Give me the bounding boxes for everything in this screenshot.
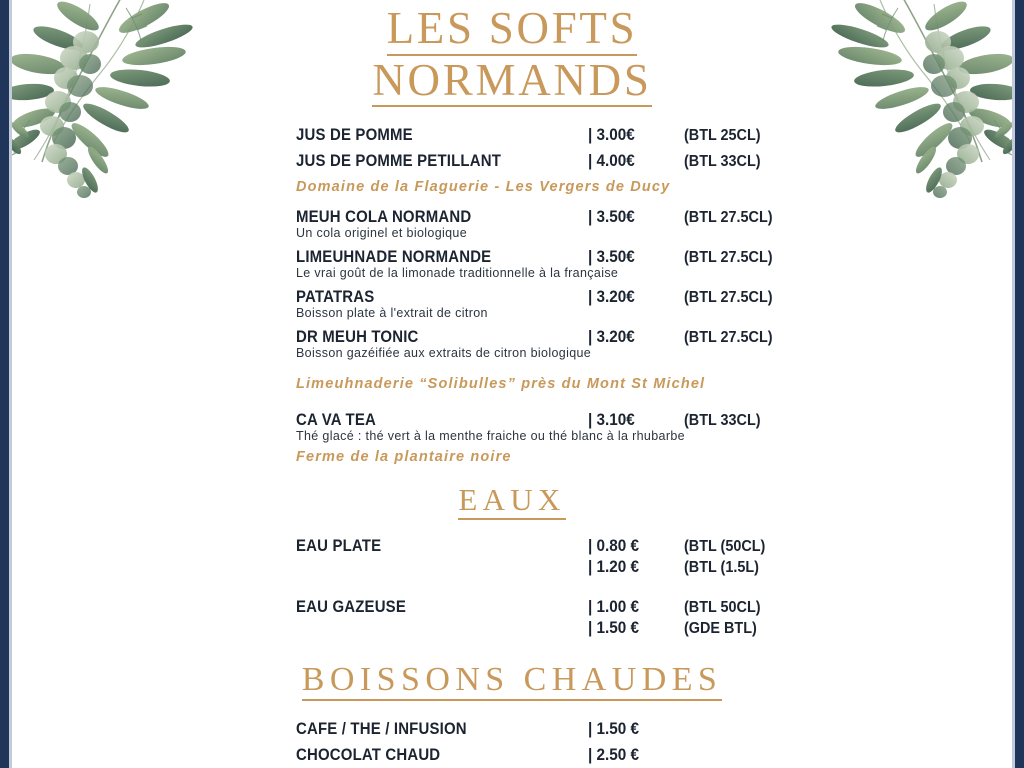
menu-item-name: CHOCOLAT CHAUD bbox=[296, 745, 441, 765]
menu-item-name: LIMEUHNADE NORMANDE bbox=[296, 247, 492, 267]
menu-group bbox=[296, 125, 776, 195]
menu-item-name: MEUH COLA NORMAND bbox=[296, 207, 472, 227]
menu-item-name: EAU GAZEUSE bbox=[296, 596, 406, 616]
menu-item-volume: (BTL (1.5L) bbox=[684, 558, 759, 576]
menu-item-price: | 1.00 € bbox=[588, 596, 640, 616]
menu-group bbox=[296, 719, 776, 765]
menu-item-volume: (BTL 27.5CL) bbox=[684, 209, 773, 227]
menu-item bbox=[296, 536, 776, 577]
menu-item-price: | 0.80 € bbox=[588, 535, 640, 555]
menu-item-row bbox=[296, 151, 776, 171]
menu-block-eaux bbox=[296, 536, 776, 638]
menu-item-name: CAFE / THE / INFUSION bbox=[296, 719, 467, 739]
menu-item-volume: (GDE BTL) bbox=[684, 619, 757, 637]
section-title-boissons-chaudes bbox=[0, 662, 1024, 702]
menu-group bbox=[296, 207, 776, 392]
left-border bbox=[0, 0, 9, 768]
menu-group bbox=[296, 410, 776, 465]
menu-item-name-spacer bbox=[296, 618, 553, 638]
menu-item-name: DR MEUH TONIC bbox=[296, 327, 419, 347]
menu-item-price: | 3.10€ bbox=[588, 410, 635, 430]
section-title-line bbox=[0, 662, 1024, 702]
menu-item bbox=[296, 247, 776, 280]
menu-item-extra-price-row bbox=[296, 557, 776, 577]
menu-item-name: JUS DE POMME bbox=[296, 125, 413, 145]
menu-item-row bbox=[296, 207, 776, 227]
menu-item-name: JUS DE POMME PETILLANT bbox=[296, 151, 502, 171]
menu-item-extra-price-row bbox=[296, 618, 776, 638]
menu-item-price: | 3.50€ bbox=[588, 247, 635, 267]
menu-item-description: Boisson plate à l'extrait de citron bbox=[296, 306, 488, 321]
menu-item-price: | 2.50 € bbox=[588, 745, 640, 765]
menu-item-volume: (BTL 27.5CL) bbox=[684, 289, 773, 307]
menu-item-description: Boisson gazéifiée aux extraits de citron biologique bbox=[296, 346, 592, 361]
menu-item-volume: (BTL (50CL) bbox=[684, 537, 766, 555]
menu-group-producer: Domaine de la Flaguerie - Les Vergers de Ducy bbox=[296, 179, 671, 196]
menu-item-price: | 3.00€ bbox=[588, 125, 635, 145]
menu-item-name-spacer bbox=[296, 557, 553, 577]
menu-item bbox=[296, 719, 776, 739]
menu-item bbox=[296, 597, 776, 638]
menu-item-name: EAU PLATE bbox=[296, 535, 382, 555]
left-border-hairline bbox=[9, 0, 12, 768]
right-border-hairline bbox=[1012, 0, 1015, 768]
section-title-line bbox=[0, 483, 1024, 519]
menu-item-volume: (BTL 25CL) bbox=[684, 127, 761, 145]
menu-item bbox=[296, 151, 776, 171]
menu-item-volume: (BTL 33CL) bbox=[684, 412, 761, 430]
section-title-softs-normands bbox=[0, 4, 1024, 107]
right-border bbox=[1015, 0, 1024, 768]
menu-item-row bbox=[296, 247, 776, 267]
menu-item bbox=[296, 410, 776, 443]
menu-item-price: | 1.50 € bbox=[588, 719, 640, 739]
menu-item-price: | 1.20 € bbox=[588, 556, 640, 576]
section-title-text: LES SOFTS bbox=[387, 4, 638, 56]
menu-item-price: | 3.20€ bbox=[588, 327, 635, 347]
menu-item-price: | 4.00€ bbox=[588, 151, 635, 171]
menu-item-description: Le vrai goût de la limonade traditionnelle à la française bbox=[296, 266, 619, 281]
menu-item bbox=[296, 207, 776, 240]
menu-item bbox=[296, 287, 776, 320]
menu-item-row bbox=[296, 719, 776, 739]
menu-item-row bbox=[296, 597, 776, 617]
menu-item-volume: (BTL 27.5CL) bbox=[684, 249, 773, 267]
menu-item-price: | 3.50€ bbox=[588, 207, 635, 227]
menu-group-producer: Ferme de la plantaire noire bbox=[296, 449, 512, 466]
menu-item-volume: (BTL 50CL) bbox=[684, 598, 761, 616]
menu-group bbox=[296, 536, 776, 638]
menu-item-price: | 1.50 € bbox=[588, 617, 640, 637]
menu-item-name: PATATRAS bbox=[296, 287, 375, 307]
section-title-text: NORMANDS bbox=[372, 56, 651, 108]
menu-item-price: | 3.20€ bbox=[588, 287, 635, 307]
menu-block-boissons-chaudes bbox=[296, 719, 776, 765]
menu-item bbox=[296, 125, 776, 145]
menu-item-description: Thé glacé : thé vert à la menthe fraiche ou thé blanc à la rhubarbe bbox=[296, 429, 685, 444]
menu-group-producer: Limeuhnaderie “Solibulles” près du Mont St Michel bbox=[296, 376, 706, 393]
section-title-text: EAUX bbox=[458, 483, 565, 519]
menu-item bbox=[296, 745, 776, 765]
menu-block-softs-normands bbox=[296, 125, 776, 465]
menu-item-row bbox=[296, 125, 776, 145]
menu-item-row bbox=[296, 287, 776, 307]
section-title-text: BOISSONS CHAUDES bbox=[302, 662, 723, 702]
menu-item-row bbox=[296, 410, 776, 430]
menu-item-row bbox=[296, 745, 776, 765]
menu-item bbox=[296, 327, 776, 360]
menu-item-description: Un cola originel et biologique bbox=[296, 226, 468, 241]
menu-item-row bbox=[296, 536, 776, 556]
menu-item-name: CA VA TEA bbox=[296, 410, 376, 430]
section-title-eaux bbox=[0, 483, 1024, 519]
section-title-line bbox=[0, 56, 1024, 108]
menu-item-volume: (BTL 27.5CL) bbox=[684, 329, 773, 347]
menu-item-row bbox=[296, 327, 776, 347]
menu-item-volume: (BTL 33CL) bbox=[684, 153, 761, 171]
section-title-line bbox=[0, 4, 1024, 56]
